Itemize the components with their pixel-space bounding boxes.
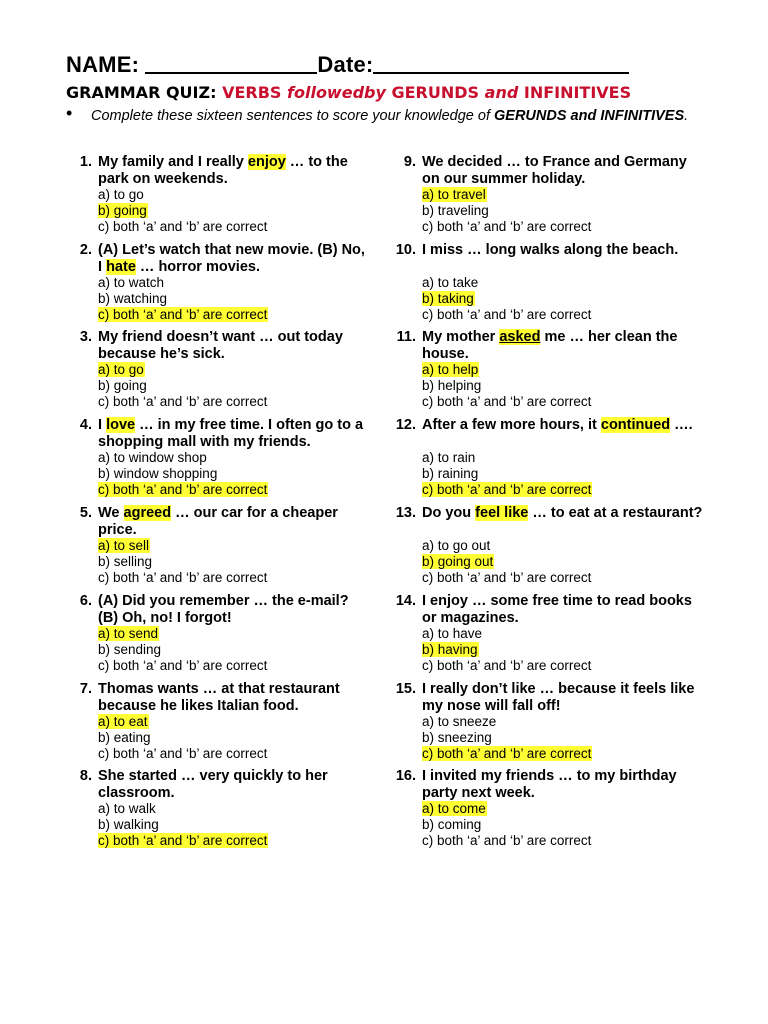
answer-option[interactable] [98, 291, 366, 307]
title-prefix: GRAMMAR QUIZ: [66, 83, 217, 102]
answer-option[interactable] [422, 378, 705, 394]
title-verbs: VERBS [222, 83, 282, 102]
question-text-after: …. [670, 417, 693, 433]
answer-option[interactable] [422, 275, 705, 291]
question-text-before: Do you [422, 505, 476, 521]
question-text [98, 505, 366, 539]
answer-option[interactable] [422, 714, 705, 730]
answer-option[interactable] [422, 642, 705, 658]
title-gerunds: GERUNDS [391, 83, 480, 102]
question-text [98, 154, 366, 188]
answer-option[interactable] [98, 187, 366, 203]
question-text [422, 768, 705, 802]
question-text-before: My family and I really [98, 154, 248, 170]
answer-option-text: a) to go out [422, 538, 491, 553]
date-label: Date: [317, 52, 374, 77]
question-keyword: hate [106, 259, 136, 275]
answer-option[interactable] [98, 378, 366, 394]
name-date-line [66, 52, 629, 78]
question-text [422, 593, 705, 627]
answer-options [98, 275, 366, 323]
answer-option[interactable] [98, 482, 366, 498]
answer-options [98, 362, 366, 410]
question-number: 9. [403, 154, 416, 170]
answer-option-text: c) both ‘a’ and ‘b’ are correct [422, 219, 592, 234]
answer-option[interactable] [422, 730, 705, 746]
answer-option[interactable] [422, 801, 705, 817]
question-number: 13. [395, 505, 416, 521]
answer-option[interactable] [98, 730, 366, 746]
answer-options [422, 450, 705, 498]
question-number: 11. [396, 329, 416, 345]
answer-option-text: b) coming [422, 817, 482, 832]
question-text-before: I miss … long walks along the beach. [422, 242, 679, 258]
answer-option[interactable] [98, 746, 366, 762]
answer-option-text: c) both ‘a’ and ‘b’ are correct [422, 570, 592, 585]
question-text [422, 417, 705, 434]
question-text-after: … to the park on weekends. [98, 154, 348, 187]
answer-option-text: c) both ‘a’ and ‘b’ are correct [98, 658, 268, 673]
answer-option[interactable] [98, 833, 366, 849]
answer-option[interactable] [422, 746, 705, 762]
question-keyword: enjoy [247, 154, 286, 170]
answer-option[interactable] [98, 570, 366, 586]
answer-option[interactable] [98, 394, 366, 410]
question-keyword: agreed [123, 505, 172, 521]
answer-option[interactable] [98, 275, 366, 291]
question-text [422, 505, 705, 522]
answer-option-text: c) both ‘a’ and ‘b’ are correct [98, 570, 268, 585]
date-blank [373, 52, 629, 74]
answer-options [98, 801, 366, 849]
answer-options [422, 187, 705, 235]
question-text-before: I [98, 417, 107, 433]
question-text [422, 242, 705, 259]
answer-option[interactable] [98, 626, 366, 642]
answer-option[interactable] [422, 291, 705, 307]
answer-option-text: b) selling [98, 554, 153, 569]
answer-options [422, 714, 705, 762]
correct-answer-text: a) to help [422, 362, 479, 377]
question-text-before: We [98, 505, 124, 521]
question-number: 12. [395, 417, 416, 433]
quiz-title [66, 83, 631, 102]
question-text-after: … horror movies. [135, 259, 260, 275]
answer-option[interactable] [98, 801, 366, 817]
question-text-before: (A) Let’s watch that new movie. (B) No, I [98, 242, 365, 275]
answer-option[interactable] [422, 658, 705, 674]
correct-answer-text: a) to travel [422, 187, 486, 202]
correct-answer-text: c) both ‘a’ and ‘b’ are correct [422, 746, 592, 761]
correct-answer-text: c) both ‘a’ and ‘b’ are correct [98, 833, 268, 848]
correct-answer-text: a) to go [98, 362, 144, 377]
answer-option-text: a) to go [98, 187, 144, 202]
answer-option[interactable] [98, 203, 366, 219]
question-keyword: asked [499, 329, 541, 345]
question-keyword: feel like [475, 505, 529, 521]
answer-option-text: c) both ‘a’ and ‘b’ are correct [422, 658, 592, 673]
question-text-before: I invited my friends … to my birthday party next week. [422, 768, 677, 801]
answer-option-text: a) to sneeze [422, 714, 497, 729]
instructions-text [91, 108, 691, 124]
answer-option[interactable] [422, 394, 705, 410]
answer-option-text: c) both ‘a’ and ‘b’ are correct [98, 219, 268, 234]
question-text-before: After a few more hours, it [422, 417, 601, 433]
question-text-before: My friend doesn’t want … out today because he’s sick. [98, 329, 343, 362]
answer-option[interactable] [422, 219, 705, 235]
bullet-icon: • [66, 103, 73, 123]
answer-option-text: c) both ‘a’ and ‘b’ are correct [422, 307, 592, 322]
correct-answer-text: b) going [98, 203, 147, 218]
question-text [98, 417, 366, 451]
answer-option[interactable] [422, 570, 705, 586]
answer-option[interactable] [422, 817, 705, 833]
answer-option[interactable] [422, 362, 705, 378]
answer-options [98, 626, 366, 674]
answer-option[interactable] [422, 307, 705, 323]
correct-answer-text: a) to come [422, 801, 486, 816]
answer-option-text: c) both ‘a’ and ‘b’ are correct [98, 746, 268, 761]
correct-answer-text: b) going out [422, 554, 494, 569]
correct-answer-text: a) to send [98, 626, 159, 641]
answer-option-text: a) to window shop [98, 450, 207, 465]
question-number: 2. [79, 242, 92, 258]
correct-answer-text: c) both ‘a’ and ‘b’ are correct [98, 482, 268, 497]
answer-option[interactable] [98, 307, 366, 323]
answer-option[interactable] [98, 362, 366, 378]
question-number: 4. [79, 417, 92, 433]
question-text [98, 593, 366, 627]
question-text-before: I really don’t like … because it feels like my nose will fall off! [422, 681, 695, 714]
answer-option[interactable] [422, 187, 705, 203]
correct-answer-text: a) to eat [98, 714, 148, 729]
answer-option-text: a) to walk [98, 801, 156, 816]
answer-option-text: b) sending [98, 642, 162, 657]
question-text-before: (A) Did you remember … the e-mail? (B) Oh, no! I forgot! [98, 593, 349, 626]
question-text-before: I enjoy … some free time to read books or magazines. [422, 593, 692, 626]
answer-option-text: c) both ‘a’ and ‘b’ are correct [422, 833, 592, 848]
answer-option[interactable] [422, 538, 705, 554]
question-text-after: … to eat at a restaurant? [528, 505, 703, 521]
answer-option[interactable] [98, 642, 366, 658]
answer-option[interactable] [98, 450, 366, 466]
answer-option-text: a) to rain [422, 450, 476, 465]
answer-option-text: c) both ‘a’ and ‘b’ are correct [422, 394, 592, 409]
question-number: 10. [395, 242, 416, 258]
question-number: 6. [79, 593, 92, 609]
answer-option[interactable] [422, 482, 705, 498]
answer-option-text: a) to take [422, 275, 479, 290]
answer-option[interactable] [98, 714, 366, 730]
question-text [422, 154, 705, 188]
answer-option[interactable] [422, 450, 705, 466]
answer-option-text: b) watching [98, 291, 168, 306]
question-number: 7. [79, 681, 92, 697]
title-infinitives: INFINITIVES [523, 83, 632, 102]
question-text-after: me … her clean the house. [422, 329, 678, 362]
instructions-text-before: Complete these sixteen sentences to score your knowledge of [91, 108, 495, 124]
question-number: 14. [395, 593, 416, 609]
answer-option-text: b) eating [98, 730, 151, 745]
question-number: 16. [395, 768, 416, 784]
answer-option[interactable] [422, 626, 705, 642]
answer-option-text: b) window shopping [98, 466, 218, 481]
correct-answer-text: c) both ‘a’ and ‘b’ are correct [98, 307, 268, 322]
answer-option-text: b) traveling [422, 203, 489, 218]
answer-option-text: b) raining [422, 466, 479, 481]
answer-option[interactable] [98, 466, 366, 482]
question-text [98, 768, 366, 802]
answer-option[interactable] [422, 833, 705, 849]
answer-options [98, 714, 366, 762]
answer-options [422, 362, 705, 410]
question-text-after: … in my free time. I often go to a shopping mall with my friends. [98, 417, 364, 450]
answer-option[interactable] [98, 538, 366, 554]
answer-options [98, 538, 366, 586]
question-number: 5. [79, 505, 92, 521]
answer-option[interactable] [98, 658, 366, 674]
answer-options [422, 626, 705, 674]
answer-option-text: c) both ‘a’ and ‘b’ are correct [98, 394, 268, 409]
answer-option[interactable] [422, 554, 705, 570]
correct-answer-text: b) having [422, 642, 478, 657]
answer-option[interactable] [422, 203, 705, 219]
correct-answer-text: b) taking [422, 291, 474, 306]
name-label: NAME: [66, 52, 140, 77]
answer-option[interactable] [98, 219, 366, 235]
answer-options [98, 450, 366, 498]
question-text-before: She started … very quickly to her classroom. [98, 768, 328, 801]
question-keyword: continued [600, 417, 671, 433]
question-keyword: love [106, 417, 136, 433]
answer-option-text: b) walking [98, 817, 159, 832]
name-blank [145, 52, 317, 74]
question-text-after: … our car for a cheaper price. [98, 505, 338, 538]
question-number: 15. [395, 681, 416, 697]
question-text-before: Thomas wants … at that restaurant because he likes Italian food. [98, 681, 340, 714]
instructions-bold: GERUNDS and INFINITIVES [494, 108, 685, 124]
correct-answer-text: c) both ‘a’ and ‘b’ are correct [422, 482, 592, 497]
answer-options [422, 275, 705, 323]
question-number: 1. [79, 154, 92, 170]
title-followed: followedby [287, 83, 386, 102]
question-text-before: We decided … to France and Germany on our summer holiday. [422, 154, 687, 187]
instructions-text-after: . [684, 108, 689, 124]
answer-options [98, 187, 366, 235]
answer-option[interactable] [98, 554, 366, 570]
question-text-before: My mother [422, 329, 500, 345]
question-text [422, 681, 705, 715]
question-text [98, 681, 366, 715]
answer-option-text: a) to watch [98, 275, 165, 290]
question-text [98, 242, 366, 276]
question-number: 3. [79, 329, 92, 345]
answer-option[interactable] [98, 817, 366, 833]
answer-option-text: b) helping [422, 378, 482, 393]
correct-answer-text: a) to sell [98, 538, 150, 553]
question-text [98, 329, 366, 363]
answer-options [422, 801, 705, 849]
answer-option[interactable] [422, 466, 705, 482]
title-and: and [484, 83, 519, 102]
question-number: 8. [79, 768, 92, 784]
question-text [422, 329, 705, 363]
answer-options [422, 538, 705, 586]
answer-option-text: a) to have [422, 626, 483, 641]
answer-option-text: b) sneezing [422, 730, 492, 745]
answer-option-text: b) going [98, 378, 147, 393]
